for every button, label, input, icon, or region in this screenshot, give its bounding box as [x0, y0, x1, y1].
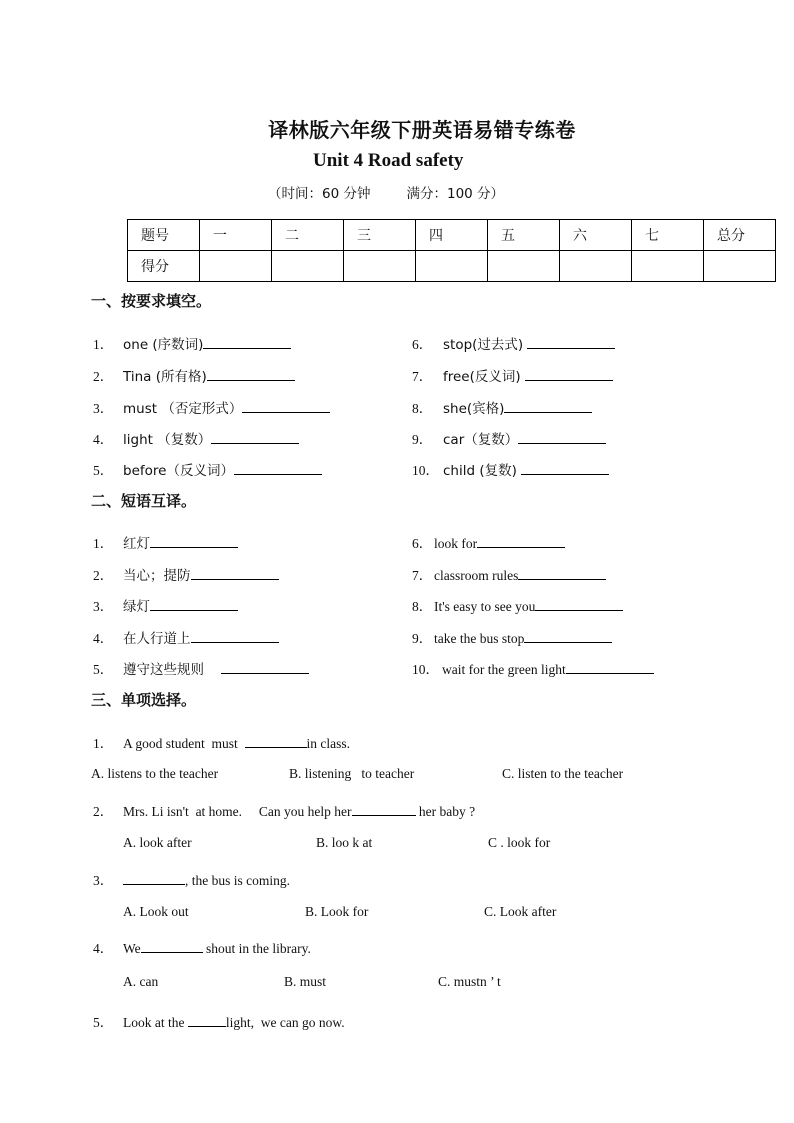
question-item: 1． one (序数词)	[93, 333, 291, 353]
score-input-cell[interactable]	[272, 251, 344, 282]
answer-blank[interactable]	[207, 367, 295, 381]
answer-blank[interactable]	[527, 335, 615, 349]
question-stem: 2． Mrs. Li isn't at home. Can you help her her baby ?	[93, 804, 476, 819]
option-c[interactable]: C. Look after	[484, 904, 557, 919]
option-a[interactable]: A. listens to the teacher	[91, 766, 219, 781]
phrase-item: 6． look for	[412, 532, 565, 552]
answer-blank[interactable]	[123, 871, 185, 885]
answer-blank[interactable]	[504, 399, 592, 413]
score-table	[127, 219, 776, 282]
question-item: 6． stop(过去式)	[412, 333, 615, 353]
score-input-cell[interactable]	[632, 251, 704, 282]
question-stem: 5． Look at the light, we can go now.	[93, 1015, 345, 1030]
question-item: 7． free(反义词)	[412, 365, 613, 385]
score-input-cell[interactable]	[344, 251, 416, 282]
score-input-cell[interactable]	[200, 251, 272, 282]
answer-blank[interactable]	[191, 629, 279, 643]
answer-blank[interactable]	[524, 629, 612, 643]
phrase-item: 10． wait for the green light	[412, 658, 654, 678]
phrase-item: 5． 遵守这些规则	[93, 658, 309, 678]
phrase-item: 3． 绿灯	[93, 595, 238, 615]
score-input-cell[interactable]	[560, 251, 632, 282]
section3-heading: 三、单项选择。	[91, 691, 197, 709]
phrase-item: 1． 红灯	[93, 532, 238, 552]
answer-blank[interactable]	[477, 534, 565, 548]
section1-heading: 一、按要求填空。	[91, 292, 212, 310]
answer-blank[interactable]	[211, 430, 299, 444]
score-cell: 七	[632, 220, 704, 251]
section2-heading: 二、短语互译。	[91, 492, 197, 510]
answer-blank[interactable]	[352, 802, 416, 816]
question-stem: 4． We shout in the library.	[93, 941, 311, 956]
time-limit: （时间：60 分钟	[268, 186, 371, 202]
unit-subtitle: Unit 4 Road safety	[313, 150, 464, 171]
full-score: 满分：100 分）	[406, 186, 505, 202]
answer-blank[interactable]	[518, 430, 606, 444]
score-cell: 得分	[128, 251, 200, 282]
score-input-cell[interactable]	[416, 251, 488, 282]
score-cell: 四	[416, 220, 488, 251]
answer-blank[interactable]	[191, 566, 279, 580]
question-item: 3． must （否定形式）	[93, 397, 330, 417]
document-title: 译林版六年级下册英语易错专练卷	[268, 118, 576, 142]
answer-blank[interactable]	[518, 566, 606, 580]
answer-blank[interactable]	[188, 1013, 226, 1027]
score-cell: 五	[488, 220, 560, 251]
option-b[interactable]: B. listening to teacher	[289, 766, 415, 781]
answer-blank[interactable]	[521, 461, 609, 475]
question-item: 10． child (复数)	[412, 459, 609, 479]
option-c[interactable]: C . look for	[488, 835, 551, 850]
option-c[interactable]: C. listen to the teacher	[502, 766, 624, 781]
question-item: 2． Tina (所有格)	[93, 365, 295, 385]
question-item: 8． she(宾格)	[412, 397, 592, 417]
question-item: 4． light （复数）	[93, 428, 299, 448]
phrase-item: 9． take the bus stop	[412, 627, 612, 647]
option-a[interactable]: A. can	[123, 974, 159, 989]
answer-blank[interactable]	[566, 660, 654, 674]
answer-blank[interactable]	[525, 367, 613, 381]
option-c[interactable]: C. mustn ’ t	[438, 974, 501, 989]
answer-blank[interactable]	[150, 597, 238, 611]
question-item: 9． car（复数）	[412, 428, 606, 448]
option-a[interactable]: A. Look out	[123, 904, 189, 919]
question-stem: 3． , the bus is coming.	[93, 873, 290, 888]
score-cell: 三	[344, 220, 416, 251]
answer-blank[interactable]	[245, 734, 307, 748]
answer-blank[interactable]	[203, 335, 291, 349]
option-a[interactable]: A. look after	[123, 835, 192, 850]
score-cell: 题号	[128, 220, 200, 251]
option-b[interactable]: B. loo k at	[316, 835, 373, 850]
score-input-cell[interactable]	[488, 251, 560, 282]
option-b[interactable]: B. must	[284, 974, 327, 989]
question-item: 5． before（反义词）	[93, 459, 322, 479]
phrase-item: 8． It's easy to see you	[412, 595, 623, 615]
score-cell: 一	[200, 220, 272, 251]
phrase-item: 7． classroom rules	[412, 564, 606, 584]
score-table-score-row	[128, 251, 776, 282]
score-cell: 六	[560, 220, 632, 251]
score-table-header-row	[128, 220, 776, 251]
score-cell: 总分	[704, 220, 776, 251]
answer-blank[interactable]	[234, 461, 322, 475]
answer-blank[interactable]	[535, 597, 623, 611]
answer-blank[interactable]	[242, 399, 330, 413]
phrase-item: 2． 当心；提防	[93, 564, 279, 584]
phrase-item: 4． 在人行道上	[93, 627, 279, 647]
score-cell: 二	[272, 220, 344, 251]
answer-blank[interactable]	[221, 660, 309, 674]
question-stem: 1． A good student must in class.	[93, 736, 351, 751]
answer-blank[interactable]	[150, 534, 238, 548]
time-info	[268, 182, 504, 202]
answer-blank[interactable]	[141, 939, 203, 953]
option-b[interactable]: B. Look for	[305, 904, 369, 919]
score-input-cell[interactable]	[704, 251, 776, 282]
